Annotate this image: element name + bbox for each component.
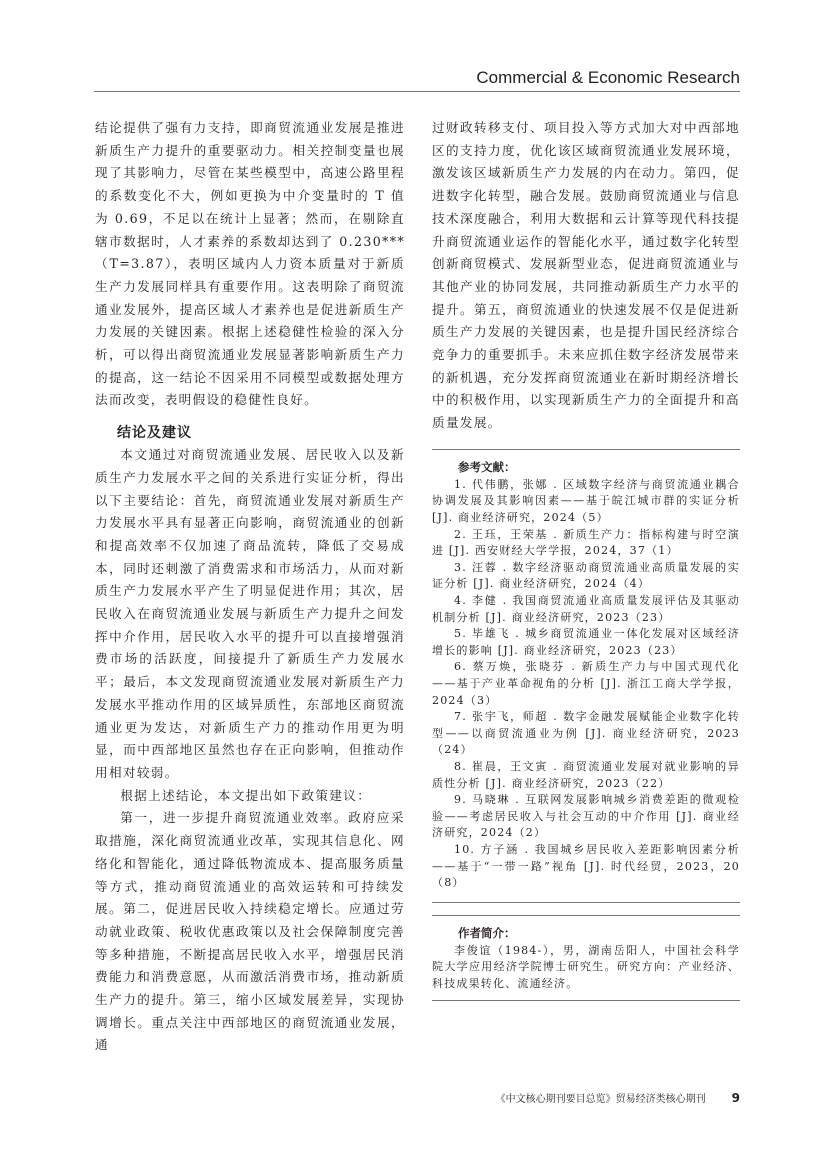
- reference-item: 3. 汪蓉 . 数字经济驱动商贸流通业高质量发展的实证分析 [J]. 商业经济研究，2024（4）: [432, 560, 740, 591]
- reference-item: 10. 方子涵 . 我国城乡居民收入差距影响因素分析——基于“一带一路”视角 [J]. 时代经贸，2023，20（8）: [432, 842, 740, 890]
- reference-item: 4. 李健 . 我国商贸流通业高质量发展评估及其驱动机制分析 [J]. 商业经济研究，2023（23）: [432, 594, 740, 624]
- references-heading: 参考文献：: [458, 459, 516, 474]
- author-bio-section: [432, 916, 740, 1001]
- section-heading: 结论及建议: [117, 425, 192, 442]
- page-number: 9: [731, 1091, 740, 1105]
- body-paragraph: 第一，进一步提升商贸流通业效率。政府应采取措施，深化商贸流通业改革，实现其信息化、网络化和智能化，通过降低物流成本、提高服务质量等方式，推动商贸流通业的高效运转和可持续发展。第二，促进居民收入持续稳定增长。应通过劳动就业政策、税收优惠政策以及社会保障制度完善等多种措施，不断提高居民收入水平，增强居民消费能力和消费意愿，从而激活消费市场，推动新质生产力的提升。第三，缩小区域发展差异，实现协调增长。重点关注中西部地区的商贸流通业发展，通: [95, 810, 405, 1053]
- reference-item: 9. 马晓琳 . 互联网发展影响城乡消费差距的微观检验——考虑居民收入与社会互动的中介作用 [J]. 商业经济研究，2024（2）: [432, 793, 740, 840]
- reference-item: 7. 张宇飞，师超 . 数字金融发展赋能企业数字化转型——以商贸流通业为例 [J]. 商业经济研究，2023（24）: [432, 710, 740, 757]
- page-footer: [496, 1090, 740, 1105]
- references-section: [432, 450, 740, 902]
- reference-item: 2. 王珏，王荣基 . 新质生产力：指标构建与时空演进 [J]. 西安财经大学学报，2024，37（1）: [432, 527, 740, 558]
- author-bio-bottom-divider: [432, 1000, 740, 1001]
- body-paragraph: 过财政转移支付、项目投入等方式加大对中西部地区的支持力度，优化该区域商贸流通业发展环境，激发该区域新质生产力发展的内在动力。第四，促进数字化转型，融合发展。鼓励商贸流通业与信息技术深度融合，利用大数据和云计算等现代科技提升商贸流通业运作的智能化水平，通过数字化转型创新商贸模式、发展新型业态，促进商贸流通业与其他产业的协同发展，共同推动新质生产力水平的提升。第五，商贸流通业的快速发展不仅是促进新质生产力发展的关键因素，也是提升国民经济综合竞争力的重要抓手。未来应抓住数字经济发展带来的新机遇，充分发挥商贸流通业在新时期经济增长中的积极作用，以实现新质生产力的全面提升和高质量发展。: [432, 120, 740, 431]
- reference-item: 6. 蔡万焕，张晓芬 . 新质生产力与中国式现代化——基于产业革命视角的分析 [J]. 浙江工商大学学报，2024（3）: [432, 660, 740, 707]
- publication-note: 《中文核心期刊要目总览》贸易经济类核心期刊: [495, 1094, 706, 1105]
- left-column: [95, 117, 405, 1057]
- journal-header: Commercial & Economic Research: [476, 68, 740, 87]
- reference-item: 1. 代伟鹏，张娜 . 区域数字经济与商贸流通业耦合协调发展及其影响因素——基于皖江城市群的实证分析 [J]. 商业经济研究，2024（5）: [432, 477, 740, 525]
- references-bottom-divider: [432, 902, 740, 903]
- right-column: [432, 117, 740, 1001]
- reference-item: 5. 毕雄飞 . 城乡商贸流通业一体化发展对区域经济增长的影响 [J]. 商业经济研究，2023（23）: [432, 627, 740, 657]
- body-paragraph: 本文通过对商贸流通业发展、居民收入以及新质生产力发展水平之间的关系进行实证分析，得出以下主要结论：首先，商贸流通业发展对新质生产力发展水平具有显著正向影响，商贸流通业的创新和提高效率不仅加速了商品流转，降低了交易成本，同时还刺激了消费需求和市场活力，从而对新质生产力发展水平产生了明显促进作用；其次，居民收入在商贸流通业发展与新质生产力提升之间发挥中介作用，居民收入水平的提升可以直接增强消费市场的活跃度，间接提升了新质生产力发展水平；最后，本文发现商贸流通业发展对新质生产力发展水平推动作用的区域异质性，东部地区商贸流通业更为发达，对新质生产力的推动作用更为明显，而中西部地区虽然也存在正向影响，但推动作用相对较弱。: [95, 447, 405, 780]
- header-divider: [94, 91, 740, 92]
- body-paragraph: 根据上述结论，本文提出如下政策建议：: [120, 787, 372, 803]
- author-bio-heading: 作者简介：: [458, 925, 516, 940]
- reference-item: 8. 崔晨，王文寅 . 商贸流通业发展对就业影响的异质性分析 [J]. 商业经济研究，2023（22）: [432, 759, 740, 790]
- body-paragraph: 结论提供了强有力支持，即商贸流通业发展是推进新质生产力提升的重要驱动力。相关控制变量也展现了其影响力，尽管在某些模型中，高速公路里程的系数变化不大，例如更换为中介变量时的 T 值为 0.69，不足以在统计上显著；然而，在剔除直辖市数据时，人才素养的系数却达到了 0.230***（T=3.87），表明区域内人力资本质量对于新质生产力发展同样具有重要作用。这表明除了商贸流通业发展外，提高区域人才素养也是促进新质生产力发展的关键因素。根据上述稳健性检验的深入分析，可以得出商贸流通业发展显著影响新质生产力的提高，这一结论不因采用不同模型或数据处理方法而改变，表明假设的稳健性良好。: [95, 120, 405, 408]
- author-bio-text: 李俊谊（1984-），男，湖南岳阳人，中国社会科学院大学应用经济学院博士研究生。研究方向：产业经济、科技成果转化、流通经济。: [432, 943, 740, 990]
